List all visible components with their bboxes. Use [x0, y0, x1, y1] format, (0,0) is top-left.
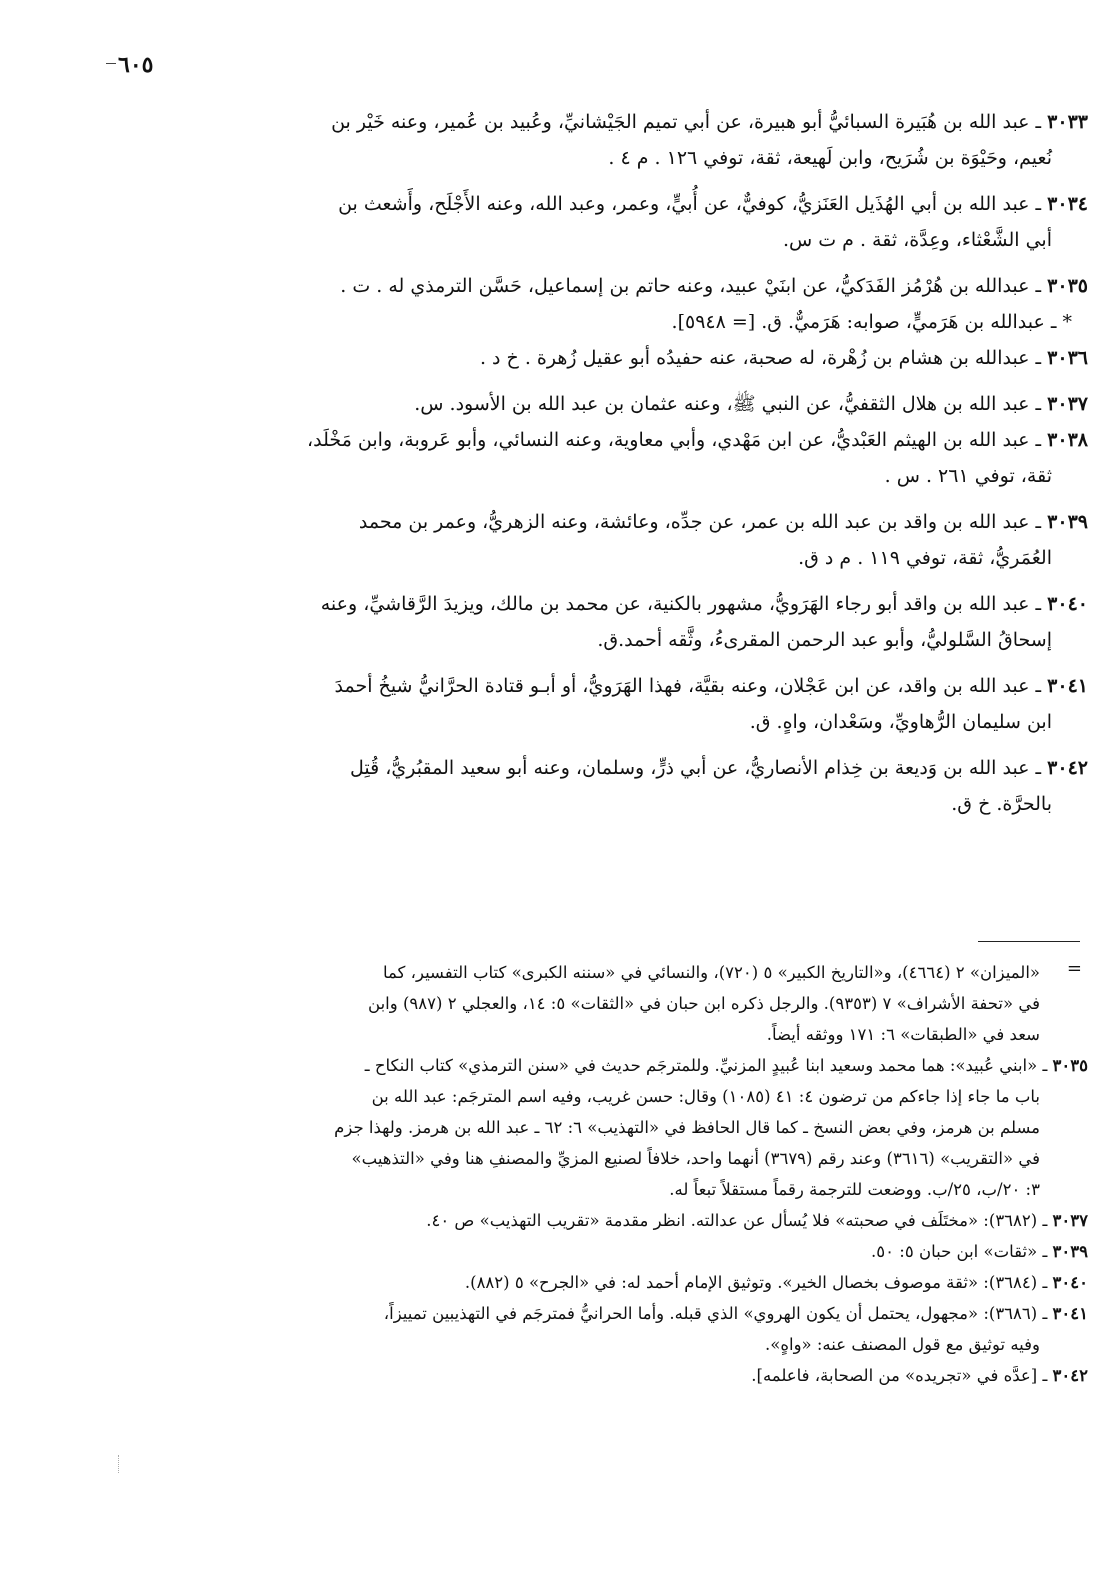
- footnote-line: ـ (٣٦٨٦): «مجهول، يحتمل أن يكون الهروي» الذي قبله. وأما الحرانيُّ فمترجَم في التهذيبين تمييزاً،: [383, 1304, 1048, 1323]
- entry-3035: [108, 268, 1088, 304]
- entry-number: ٣٠٣٨: [1047, 429, 1088, 451]
- entry-line: ـ عبد الله بن وَديعة بن خِذام الأنصاريُّ، عن أبي ذرٍّ، وسلمان، وعنه أبو سعيد المقبُريُّ، قُتِل: [350, 757, 1042, 779]
- entry-line: العُمَريُّ، ثقة، توفي ١١٩ . م د ق.: [798, 547, 1052, 569]
- entry-number: ٣٠٣٤: [1047, 193, 1088, 215]
- entry-3039: [108, 504, 1088, 576]
- footnote-3040: [108, 1267, 1088, 1298]
- footnote-line: باب ما جاء إذا جاءكم من ترضون ٤: ٤١ (١٠٨٥) وقال: حسن غريب، وفيه اسم المترجَم: عبد الله بن: [371, 1087, 1040, 1106]
- footnote-separator: [978, 941, 1080, 942]
- footnote-line: ـ (٣٦٨٤): «ثقة موصوف بخصال الخير». وتوثيق الإمام أحمد له: في «الجرح» ٥ (٨٨٢).: [464, 1273, 1048, 1292]
- entry-number: ٣٠٣٥: [1047, 275, 1088, 297]
- main-text: [108, 104, 1088, 832]
- entry-line: ـ عبد الله بن الهيثم العَبْديُّ، عن ابن مَهْدي، وأبي معاوية، وعنه النسائي، وأبو عَروبة، وابن مَخْلَد،: [307, 429, 1042, 451]
- footnote-number: ٣٠٣٥: [1052, 1056, 1088, 1075]
- entry-number: ٣٠٣٧: [1047, 393, 1088, 415]
- footnote-3042: [108, 1360, 1088, 1391]
- page-number: ٦٠٥: [118, 52, 154, 78]
- footnote-3035: [108, 1050, 1088, 1205]
- entry-line: ـ عبدالله بن هُرْمُز الفَدَكيُّ، عن ابنَيْ عبيد، وعنه حاتم بن إسماعيل، حَسَّن الترمذي له . ت .: [340, 275, 1042, 297]
- footnote-line: سعد في «الطبقات» ٦: ١٧١ ووثقه أيضاً.: [766, 1025, 1040, 1044]
- entry-line: إسحاقُ السَّلوليُّ، وأبو عبد الرحمن المقرىءُ، وثَّقه أحمد.ق.: [597, 629, 1052, 651]
- footnote-number: ٣٠٤٠: [1052, 1273, 1088, 1292]
- footnote-line: في «تحفة الأشراف» ٧ (٩٣٥٣). والرجل ذكره ابن حبان في «الثقات» ٥: ١٤، والعجلي ٢ (٩٨٧) وابن: [368, 994, 1040, 1013]
- footnote-line: ـ [عدَّه في «تجريده» من الصحابة، فاعلمه].: [751, 1366, 1048, 1385]
- footnote-3037: [108, 1205, 1088, 1236]
- footnote-line: وفيه توثيق مع قول المصنف عنه: «واهٍ».: [765, 1335, 1040, 1354]
- entry-3038: [108, 422, 1088, 494]
- entry-number: ٣٠٣٩: [1047, 511, 1088, 533]
- footnote-3041: [108, 1298, 1088, 1360]
- entry-3037: [108, 386, 1088, 422]
- entry-line: ـ عبد الله بن واقد أبو رجاء الهَرَويُّ، مشهور بالكنية، عن محمد بن مالك، ويزيدَ الرَّقاشيِّ، وعنه: [320, 593, 1042, 615]
- entry-line: ثقة، توفي ٢٦١ . س .: [884, 465, 1052, 487]
- entry-line: ـ عبدالله بن هشام بن زُهْرة، له صحبة، عنه حفيدُه أبو عقيل زُهرة . خ د .: [479, 347, 1042, 369]
- footnote-line: مسلم بن هرمز، وفي بعض النسخ ـ كما قال الحافظ في «التهذيب» ٦: ٦٢ ـ عبد الله بن هرمز. ولهذا جزم: [334, 1118, 1040, 1137]
- entry-line: ـ عبد الله بن أبي الهُذَيل العَنَزيُّ، كوفيٌّ، عن أُبيٍّ، وعمر، وعبد الله، وعنه الأَجْلَح، وأَشعث بن: [338, 193, 1042, 215]
- entry-number: ٣٠٣٣: [1047, 111, 1088, 133]
- cross-reference-entry: [108, 304, 1088, 340]
- entry-3042: [108, 750, 1088, 822]
- entry-3040: [108, 586, 1088, 658]
- footnote-3039: [108, 1236, 1088, 1267]
- entry-number: ٣٠٤٢: [1047, 757, 1088, 779]
- entry-line: نُعيم، وحَيْوَة بن شُرَيح، وابن لَهيعة، ثقة، توفي ١٢٦ . م ٤ .: [608, 147, 1052, 169]
- footnote-continuation: [108, 957, 1088, 1050]
- entry-line: ـ عبد الله بن واقد، عن ابن عَجْلان، وعنه بقيَّة، فهذا الهَرَويُّ، أو أبـو قتادة الحرَّانيُّ شيخُ أحمدَ: [334, 675, 1042, 697]
- entry-line: ـ عبد الله بن هلال الثقفيُّ، عن النبي ﷺ، وعنه عثمان بن عبد الله بن الأسود. س.: [414, 393, 1042, 415]
- footnote-number: ٣٠٣٧: [1052, 1211, 1088, 1230]
- footnote-number: ٣٠٤٢: [1052, 1366, 1088, 1385]
- entry-3033: [108, 104, 1088, 176]
- entry-line: ـ عبد الله بن هُبَيرة السبائيُّ أبو هبيرة، عن أبي تميم الجَيْشانيِّ، وعُبيد بن عُمير، وعنه خَيْر بن: [331, 111, 1042, 133]
- scan-artifact-mark: [118, 1455, 120, 1473]
- footnote-line: في «التقريب» (٣٦١٦) وعند رقم (٣٦٧٩) أنهما واحد، خلافاً لصنيع المزيِّ والمصنفِ هنا وفي «التذهيب»: [351, 1149, 1040, 1168]
- footnote-number: ٣٠٣٩: [1052, 1242, 1088, 1261]
- entry-3034: [108, 186, 1088, 258]
- entry-3041: [108, 668, 1088, 740]
- entry-3036: [108, 340, 1088, 376]
- entry-number: ٣٠٤١: [1047, 675, 1088, 697]
- entry-line: ابن سليمان الرُّهاويِّ، وسَعْدان، واهٍ. ق.: [749, 711, 1052, 733]
- footnote-line: ـ (٣٦٨٢): «مختَلَف في صحبته» فلا يُسأل عن عدالته. انظر مقدمة «تقريب التهذيب» ص ٤٠.: [426, 1211, 1048, 1230]
- footnote-line: ـ «ثقات» ابن حبان ٥: ٥٠.: [871, 1242, 1048, 1261]
- entry-line: * ـ عبدالله بن هَرَميٍّ، صوابه: هَرَميٌّ. ق. [= ٥٩٤٨].: [671, 311, 1072, 333]
- entry-line: بالحرَّة. خ ق.: [951, 793, 1052, 815]
- entry-number: ٣٠٣٦: [1047, 347, 1088, 369]
- entry-line: ـ عبد الله بن واقد بن عبد الله بن عمر، عن جدِّه، وعائشة، وعنه الزهريُّ، وعمر بن محمد: [358, 511, 1042, 533]
- entry-line: أبي الشَّعْثاء، وعِدَّة، ثقة . م ت س.: [782, 229, 1052, 251]
- footnotes: [108, 957, 1088, 1391]
- footnote-line: «الميزان» ٢ (٤٦٦٤)، و«التاريخ الكبير» ٥ (٧٢٠)، والنسائي في «سننه الكبرى» كتاب التفسير، كما: [382, 963, 1040, 982]
- entry-number: ٣٠٤٠: [1047, 593, 1088, 615]
- continuation-mark: =: [1066, 958, 1082, 979]
- footnote-line: ـ «ابني عُبيد»: هما محمد وسعيد ابنا عُبيدٍ المزنيِّ. وللمترجَم حديث في «سنن الترمذي» كتاب النكاح ـ: [364, 1056, 1048, 1075]
- footnote-number: ٣٠٤١: [1052, 1304, 1088, 1323]
- footnote-line: ٣: ٢٠/ب، ٢٥/ب. ووضعت للترجمة رقماً مستقلاً تبعاً له.: [669, 1180, 1040, 1199]
